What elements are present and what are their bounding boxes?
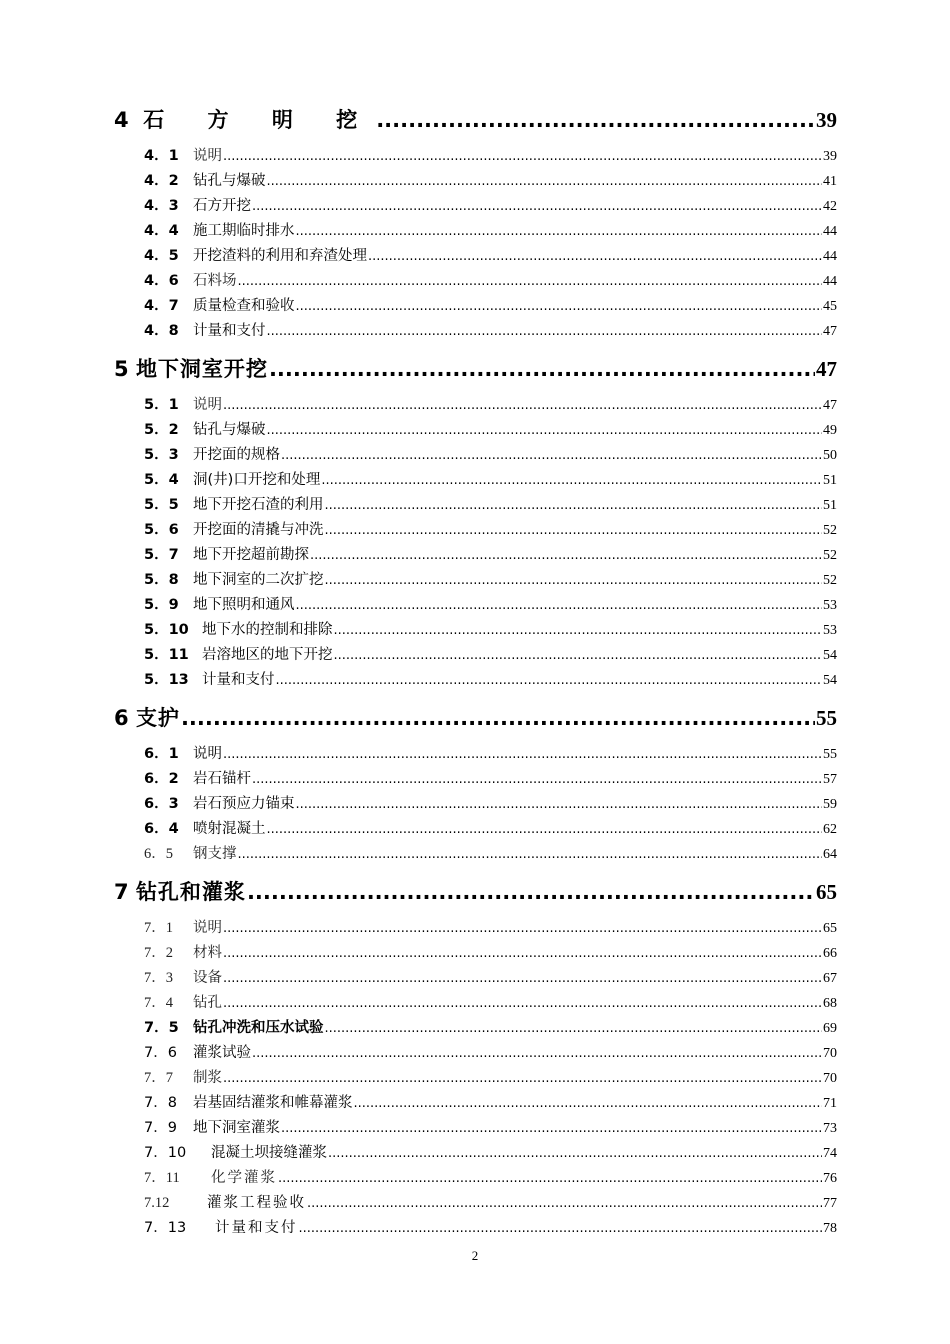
dot-leader <box>299 1221 823 1236</box>
dot-leader <box>334 648 823 663</box>
toc-chapter-7[interactable] <box>114 876 837 906</box>
toc-entry[interactable] <box>114 742 837 763</box>
entry-page: 67 <box>823 971 837 986</box>
toc-entry[interactable] <box>114 593 837 614</box>
toc-entry[interactable] <box>114 1216 837 1237</box>
dot-leader <box>247 880 815 904</box>
entry-number: 5．3 <box>144 447 179 463</box>
dot-leader <box>354 1096 823 1111</box>
dot-leader <box>296 797 823 812</box>
entry-number: 6．3 <box>144 796 179 812</box>
entry-number: 5．4 <box>144 472 179 488</box>
dot-leader <box>223 946 822 961</box>
entry-title: 开挖面的清撬与冲洗 <box>193 522 324 538</box>
chapter-title: 地下洞室开挖 <box>135 357 268 381</box>
entry-number: 7．2 <box>144 945 173 961</box>
entry-number: 6．1 <box>144 746 179 762</box>
entry-page: 41 <box>823 174 837 189</box>
entry-title: 地下照明和通风 <box>193 597 295 613</box>
entry-title: 说明 <box>193 920 222 936</box>
entry-title: 制浆 <box>193 1070 222 1086</box>
entry-number: 7．13 <box>144 1220 187 1236</box>
toc-entry[interactable] <box>114 418 837 439</box>
entry-page: 44 <box>823 249 837 264</box>
entry-page: 68 <box>823 996 837 1011</box>
entry-page: 52 <box>823 523 837 538</box>
entry-page: 76 <box>823 1171 837 1186</box>
entry-page: 65 <box>823 921 837 936</box>
dot-leader <box>325 523 823 538</box>
entry-title: 岩基固结灌浆和帷幕灌浆 <box>193 1095 353 1111</box>
toc-entry[interactable] <box>114 443 837 464</box>
dot-leader <box>325 573 823 588</box>
entry-page: 50 <box>823 448 837 463</box>
toc-entry[interactable] <box>114 468 837 489</box>
entry-page: 47 <box>823 324 837 339</box>
entry-number: 5．13 <box>144 672 189 688</box>
toc-entry[interactable] <box>114 767 837 788</box>
entry-title: 混凝土坝接缝灌浆 <box>211 1145 327 1161</box>
entry-number: 4．3 <box>144 198 179 214</box>
dot-leader <box>307 1196 822 1211</box>
entry-page: 70 <box>823 1046 837 1061</box>
entry-title: 灌浆工程验收 <box>207 1195 306 1211</box>
toc-entry[interactable] <box>114 966 837 987</box>
dot-leader <box>252 772 822 787</box>
chapter-page: 47 <box>816 357 837 381</box>
dot-leader <box>296 598 823 613</box>
entry-number: 6．4 <box>144 821 179 837</box>
dot-leader <box>252 1046 822 1061</box>
entry-number: 7．5 <box>144 1020 179 1036</box>
dot-leader <box>376 108 815 132</box>
entry-number: 7．9 <box>144 1120 177 1136</box>
dot-leader <box>223 1071 822 1086</box>
dot-leader <box>269 357 815 381</box>
entry-page: 39 <box>823 149 837 164</box>
entry-title: 说明 <box>193 148 222 164</box>
entry-title: 开挖面的规格 <box>193 447 280 463</box>
entry-number: 4．6 <box>144 273 179 289</box>
entry-title: 计量和支付 <box>193 323 266 339</box>
entry-number: 4．8 <box>144 323 179 339</box>
toc-entry[interactable] <box>114 518 837 539</box>
toc-entry[interactable] <box>114 1116 837 1137</box>
toc-entry[interactable] <box>114 668 837 689</box>
entry-title: 说明 <box>193 746 222 762</box>
toc-entry[interactable] <box>114 543 837 564</box>
toc-entry[interactable] <box>114 792 837 813</box>
toc-entry[interactable] <box>114 244 837 265</box>
toc-entry[interactable] <box>114 1191 837 1212</box>
toc-entry[interactable] <box>114 1091 837 1112</box>
entry-page: 74 <box>823 1146 837 1161</box>
entry-title: 钻孔与爆破 <box>193 422 266 438</box>
chapter-number: 7 <box>114 880 129 904</box>
entry-page: 66 <box>823 946 837 961</box>
dot-leader <box>328 1146 822 1161</box>
entry-number: 5．2 <box>144 422 179 438</box>
entry-page: 44 <box>823 274 837 289</box>
entry-page: 54 <box>823 673 837 688</box>
toc-entry[interactable] <box>114 916 837 937</box>
entry-title: 地下洞室的二次扩挖 <box>193 572 324 588</box>
chapter-number: 5 <box>114 357 129 381</box>
dot-leader <box>325 1021 823 1036</box>
dot-leader <box>334 623 823 638</box>
dot-leader <box>238 847 823 862</box>
entry-number: 7．3 <box>144 970 173 986</box>
toc-entry[interactable] <box>114 294 837 315</box>
entry-title: 喷射混凝土 <box>193 821 266 837</box>
entry-number: 5．1 <box>144 397 179 413</box>
entry-page: 59 <box>823 797 837 812</box>
dot-leader <box>181 706 815 730</box>
entry-number: 7.12 <box>144 1195 170 1211</box>
dot-leader <box>223 398 822 413</box>
chapter-page: 39 <box>816 108 837 132</box>
entry-number: 5．8 <box>144 572 179 588</box>
entry-number: 7．10 <box>144 1145 187 1161</box>
entry-title: 石料场 <box>193 273 237 289</box>
entry-number: 4．7 <box>144 298 179 314</box>
dot-leader <box>325 498 823 513</box>
entry-number: 6．2 <box>144 771 179 787</box>
entry-page: 53 <box>823 598 837 613</box>
entry-number: 4．4 <box>144 223 179 239</box>
entry-page: 57 <box>823 772 837 787</box>
dot-leader <box>281 448 822 463</box>
dot-leader <box>296 299 823 314</box>
entry-title: 钻孔冲洗和压水试验 <box>193 1020 324 1036</box>
dot-leader <box>252 199 822 214</box>
entry-title: 开挖渣料的利用和弃渣处理 <box>193 248 367 264</box>
entry-title: 岩石锚杆 <box>193 771 251 787</box>
entry-page: 69 <box>823 1021 837 1036</box>
toc-entry[interactable] <box>114 194 837 215</box>
dot-leader <box>223 996 822 1011</box>
entry-title: 钻孔与爆破 <box>193 173 266 189</box>
entry-title: 化学灌浆 <box>211 1170 277 1186</box>
entry-page: 54 <box>823 648 837 663</box>
dot-leader <box>223 921 822 936</box>
entry-title: 设备 <box>193 970 222 986</box>
toc-entry[interactable] <box>114 319 837 340</box>
dot-leader <box>267 174 823 189</box>
entry-title: 地下水的控制和排除 <box>202 622 333 638</box>
dot-leader <box>368 249 822 264</box>
dot-leader <box>267 423 823 438</box>
entry-number: 7．6 <box>144 1045 177 1061</box>
dot-leader <box>223 971 822 986</box>
entry-number: 7．8 <box>144 1095 177 1111</box>
page-number-footer: 2 <box>471 1248 479 1263</box>
entry-title: 洞(井)口开挖和处理 <box>193 472 321 488</box>
entry-page: 47 <box>823 398 837 413</box>
entry-page: 77 <box>823 1196 837 1211</box>
chapter-title: 钻孔和灌浆 <box>135 880 246 904</box>
entry-page: 62 <box>823 822 837 837</box>
entry-title: 灌浆试验 <box>193 1045 251 1061</box>
chapter-title: 支护 <box>135 706 180 730</box>
entry-title: 计量和支付 <box>202 672 275 688</box>
entry-page: 53 <box>823 623 837 638</box>
toc-entry[interactable] <box>114 643 837 664</box>
entry-title: 计量和支付 <box>215 1220 298 1236</box>
dot-leader <box>223 747 822 762</box>
entry-page: 45 <box>823 299 837 314</box>
toc-entry[interactable] <box>114 144 837 165</box>
entry-number: 7．11 <box>144 1170 180 1186</box>
toc-entry[interactable] <box>114 219 837 240</box>
toc-entry[interactable] <box>114 1016 837 1037</box>
toc-entry[interactable] <box>114 842 837 863</box>
entry-page: 70 <box>823 1071 837 1086</box>
entry-page: 51 <box>823 473 837 488</box>
entry-page: 51 <box>823 498 837 513</box>
chapter-title: 石 方 明 挖 <box>143 108 376 132</box>
entry-title: 说明 <box>193 397 222 413</box>
entry-number: 5．9 <box>144 597 179 613</box>
entry-title: 石方开挖 <box>193 198 251 214</box>
toc-entry[interactable] <box>114 941 837 962</box>
toc-entry[interactable] <box>114 1041 837 1062</box>
entry-page: 73 <box>823 1121 837 1136</box>
dot-leader <box>267 822 823 837</box>
toc-entry[interactable] <box>114 169 837 190</box>
toc-entry[interactable] <box>114 991 837 1012</box>
dot-leader <box>278 1171 822 1186</box>
entry-title: 钢支撑 <box>193 846 237 862</box>
chapter-number: 6 <box>114 706 129 730</box>
toc-chapter-4[interactable] <box>114 104 837 134</box>
dot-leader <box>296 224 823 239</box>
entry-number: 6．5 <box>144 846 173 862</box>
toc-entry[interactable] <box>114 618 837 639</box>
entry-number: 7．1 <box>144 920 173 936</box>
entry-page: 71 <box>823 1096 837 1111</box>
entry-title: 地下洞室灌浆 <box>193 1120 280 1136</box>
toc-entry[interactable] <box>114 393 837 414</box>
dot-leader <box>238 274 823 289</box>
toc-entry[interactable] <box>114 493 837 514</box>
entry-title: 地下开挖石渣的利用 <box>193 497 324 513</box>
dot-leader <box>281 1121 822 1136</box>
entry-page: 52 <box>823 573 837 588</box>
entry-number: 5．6 <box>144 522 179 538</box>
entry-page: 44 <box>823 224 837 239</box>
entry-title: 岩溶地区的地下开挖 <box>202 647 333 663</box>
entry-page: 52 <box>823 548 837 563</box>
chapter-page: 65 <box>816 880 837 904</box>
entry-title: 钻孔 <box>193 995 222 1011</box>
toc-chapter-5[interactable] <box>114 353 837 383</box>
chapter-page: 55 <box>816 706 837 730</box>
dot-leader <box>310 548 822 563</box>
entry-number: 5．7 <box>144 547 179 563</box>
toc-entry[interactable] <box>114 817 837 838</box>
toc-entry[interactable] <box>114 269 837 290</box>
entry-title: 质量检查和验收 <box>193 298 295 314</box>
entry-number: 5．10 <box>144 622 189 638</box>
dot-leader <box>267 324 823 339</box>
toc-chapter-6[interactable] <box>114 702 837 732</box>
toc-entry[interactable] <box>114 1066 837 1087</box>
entry-title: 施工期临时排水 <box>193 223 295 239</box>
entry-title: 岩石预应力锚束 <box>193 796 295 812</box>
entry-number: 5．5 <box>144 497 179 513</box>
entry-page: 55 <box>823 747 837 762</box>
chapter-number: 4 <box>114 108 129 132</box>
entry-number: 5．11 <box>144 647 189 663</box>
dot-leader <box>276 673 823 688</box>
entry-number: 4．2 <box>144 173 179 189</box>
entry-title: 材料 <box>193 945 222 961</box>
entry-page: 78 <box>823 1221 837 1236</box>
entry-page: 42 <box>823 199 837 214</box>
dot-leader <box>321 473 822 488</box>
toc-entry[interactable] <box>114 568 837 589</box>
entry-number: 7．7 <box>144 1070 173 1086</box>
entry-page: 64 <box>823 847 837 862</box>
entry-number: 4．5 <box>144 248 179 264</box>
entry-number: 7．4 <box>144 995 173 1011</box>
entry-page: 49 <box>823 423 837 438</box>
toc-entry[interactable] <box>114 1166 837 1187</box>
dot-leader <box>223 149 822 164</box>
toc-entry[interactable] <box>114 1141 837 1162</box>
entry-title: 地下开挖超前勘探 <box>193 547 309 563</box>
entry-number: 4．1 <box>144 148 179 164</box>
